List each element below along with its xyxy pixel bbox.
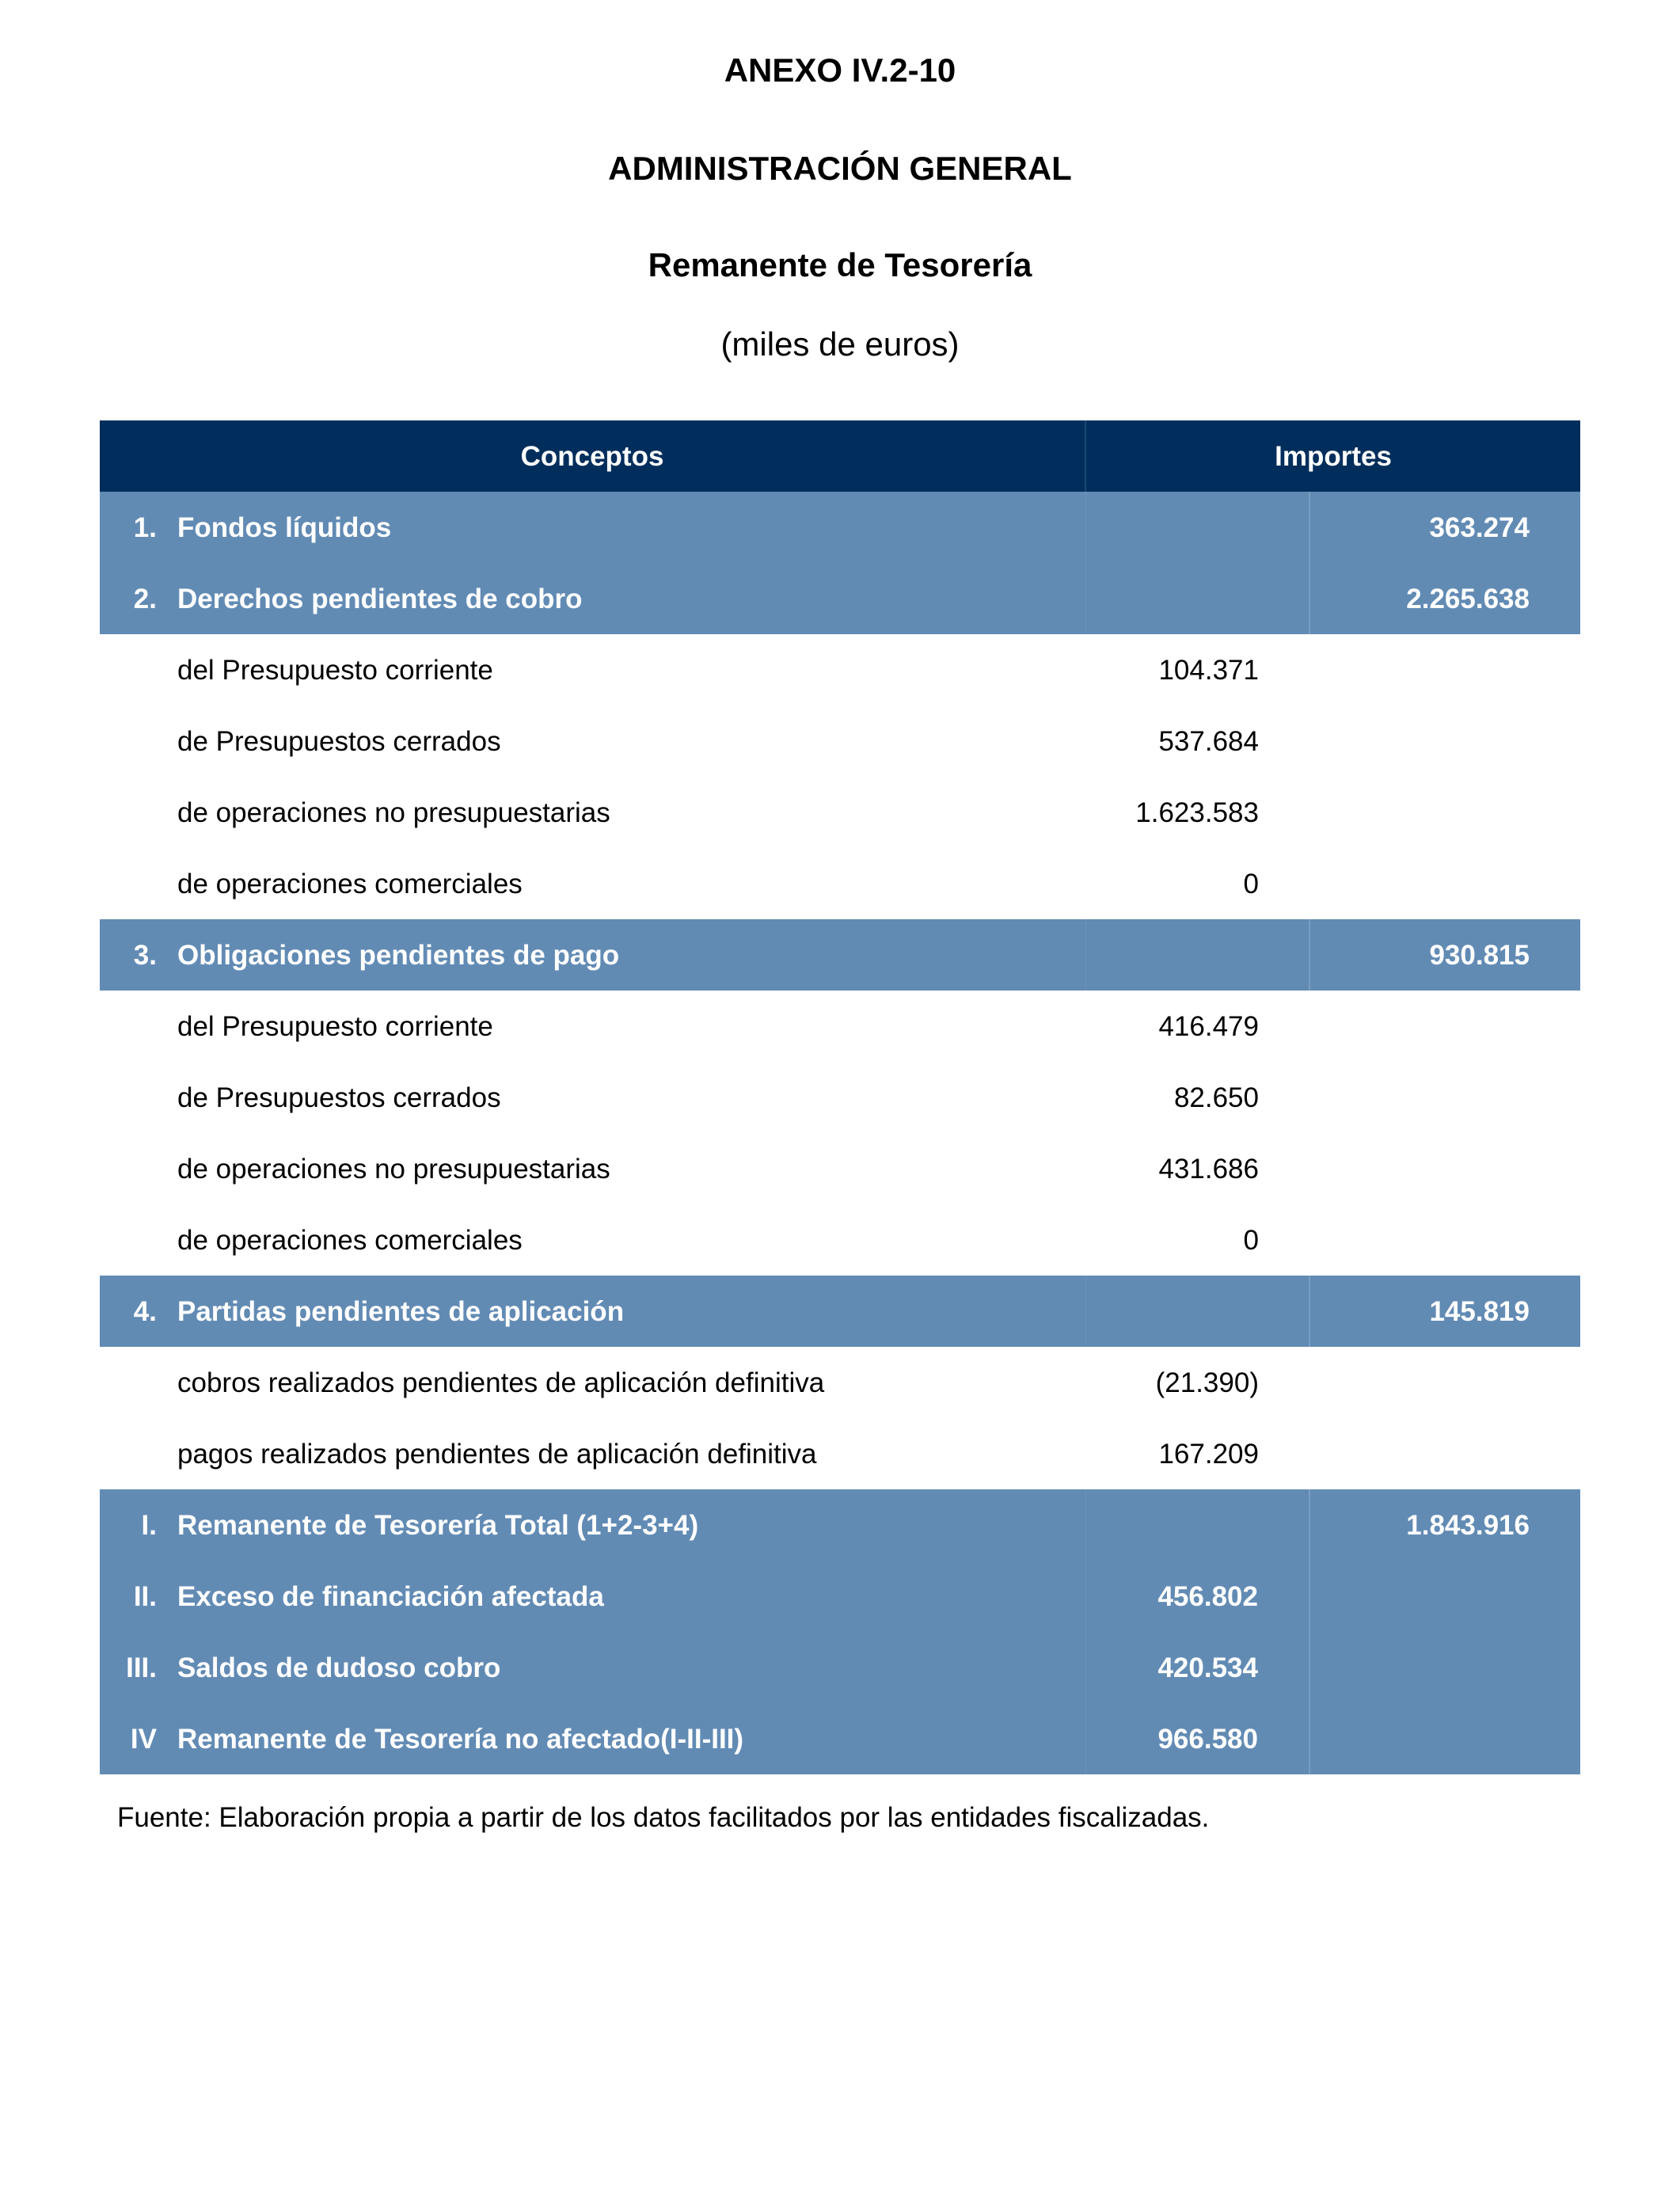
column-header-amounts: Importes	[1275, 440, 1392, 472]
row-subamount	[1085, 492, 1309, 563]
row-label-cell	[100, 1347, 1085, 1418]
row-label-cell	[100, 705, 1085, 777]
row-total: 363.274	[1309, 492, 1580, 563]
row-label: de Presupuestos cerrados	[177, 1082, 501, 1113]
detail-row	[100, 991, 1580, 1062]
section-row	[100, 1276, 1580, 1347]
section-row	[100, 563, 1580, 634]
row-label-cell	[100, 563, 1085, 634]
row-subamount: 104.371	[1085, 634, 1309, 705]
detail-row	[100, 1347, 1580, 1418]
row-number: 4.	[133, 1295, 157, 1327]
section-row	[100, 1489, 1580, 1561]
row-label: de operaciones comerciales	[177, 868, 523, 899]
row-label-cell	[100, 1418, 1085, 1489]
row-subamount: 0	[1085, 1204, 1309, 1276]
report-title: Remanente de Tesorería	[648, 246, 1032, 283]
detail-row	[100, 705, 1580, 777]
row-label-cell	[100, 1276, 1085, 1347]
row-label: Remanente de Tesorería Total (1+2-3+4)	[177, 1509, 699, 1541]
row-subamount: 431.686	[1085, 1133, 1309, 1204]
section-row	[100, 492, 1580, 563]
row-total	[1309, 777, 1580, 848]
row-label-cell	[100, 1062, 1085, 1133]
row-label: de operaciones comerciales	[177, 1224, 523, 1256]
row-label-cell	[100, 1133, 1085, 1204]
row-label-cell	[100, 1561, 1085, 1632]
row-label-cell	[100, 1703, 1085, 1774]
row-label: Saldos de dudoso cobro	[177, 1652, 501, 1683]
row-total	[1309, 705, 1580, 777]
row-subamount: 82.650	[1085, 1062, 1309, 1133]
column-header-concepts: Conceptos	[100, 420, 1085, 492]
row-label: Exceso de financiación afectada	[177, 1580, 604, 1612]
row-label-cell	[100, 634, 1085, 705]
detail-row	[100, 777, 1580, 848]
detail-row	[100, 1204, 1580, 1276]
section-row	[100, 1703, 1580, 1774]
detail-row	[100, 634, 1580, 705]
row-subamount: 416.479	[1085, 991, 1309, 1062]
row-subamount: 966.580	[1085, 1703, 1309, 1774]
row-label: pagos realizados pendientes de aplicación definitiva	[177, 1438, 817, 1470]
row-subamount: 420.534	[1085, 1632, 1309, 1703]
row-subamount	[1085, 919, 1309, 991]
row-subamount: 0	[1085, 848, 1309, 919]
row-total: 1.843.916	[1309, 1489, 1580, 1561]
row-label: Remanente de Tesorería no afectado(I-II-III)	[177, 1723, 744, 1755]
row-total	[1309, 848, 1580, 919]
row-subamount: 537.684	[1085, 705, 1309, 777]
row-total	[1309, 1632, 1580, 1703]
unit-label: (miles de euros)	[720, 325, 960, 363]
row-subamount	[1085, 1276, 1309, 1347]
row-label-cell	[100, 492, 1085, 563]
row-number: 3.	[133, 939, 157, 971]
row-total	[1309, 1347, 1580, 1418]
table-body	[100, 492, 1580, 1774]
row-label-cell	[100, 777, 1085, 848]
treasury-balance-table	[100, 420, 1580, 1774]
section-row	[100, 1561, 1580, 1632]
row-label: cobros realizados pendientes de aplicación definitiva	[177, 1367, 825, 1398]
row-label: Partidas pendientes de aplicación	[177, 1295, 625, 1327]
row-total	[1309, 1133, 1580, 1204]
row-number: IV	[130, 1723, 157, 1755]
row-label: Fondos líquidos	[177, 511, 392, 543]
detail-row	[100, 848, 1580, 919]
row-label-cell	[100, 919, 1085, 991]
row-number: 2.	[133, 583, 157, 614]
row-subamount: (21.390)	[1085, 1347, 1309, 1418]
row-label-cell	[100, 1632, 1085, 1703]
source-note: Fuente: Elaboración propia a partir de los datos facilitados por las entidades fiscalizadas.	[117, 1802, 1210, 1833]
row-subamount	[1085, 563, 1309, 634]
row-subamount: 456.802	[1085, 1561, 1309, 1632]
row-total	[1309, 1204, 1580, 1276]
row-total	[1309, 634, 1580, 705]
row-label: del Presupuesto corriente	[177, 654, 493, 686]
detail-row	[100, 1062, 1580, 1133]
table-header-row	[100, 420, 1580, 492]
row-total	[1309, 991, 1580, 1062]
row-label: de operaciones no presupuestarias	[177, 1153, 610, 1185]
annex-title: ANEXO IV.2-10	[724, 51, 956, 89]
row-number: III.	[126, 1652, 157, 1683]
row-number: I.	[141, 1509, 157, 1541]
row-subamount: 1.623.583	[1085, 777, 1309, 848]
row-label-cell	[100, 1489, 1085, 1561]
row-label-cell	[100, 1204, 1085, 1276]
detail-row	[100, 1133, 1580, 1204]
row-total	[1309, 1062, 1580, 1133]
row-label: Obligaciones pendientes de pago	[177, 939, 620, 971]
row-subamount: 167.209	[1085, 1418, 1309, 1489]
row-subamount	[1085, 1489, 1309, 1561]
section-row	[100, 919, 1580, 991]
row-label: de operaciones no presupuestarias	[177, 797, 610, 828]
row-label: del Presupuesto corriente	[177, 1010, 493, 1042]
row-total: 2.265.638	[1309, 563, 1580, 634]
row-label: de Presupuestos cerrados	[177, 725, 501, 757]
row-total	[1309, 1703, 1580, 1774]
row-total: 145.819	[1309, 1276, 1580, 1347]
row-total	[1309, 1561, 1580, 1632]
row-label: Derechos pendientes de cobro	[177, 583, 583, 614]
row-total	[1309, 1418, 1580, 1489]
section-row	[100, 1632, 1580, 1703]
row-label-cell	[100, 848, 1085, 919]
row-number: 1.	[133, 511, 157, 543]
row-label-cell	[100, 991, 1085, 1062]
row-number: II.	[133, 1580, 157, 1612]
entity-title: ADMINISTRACIÓN GENERAL	[608, 150, 1072, 187]
row-total: 930.815	[1309, 919, 1580, 991]
detail-row	[100, 1418, 1580, 1489]
